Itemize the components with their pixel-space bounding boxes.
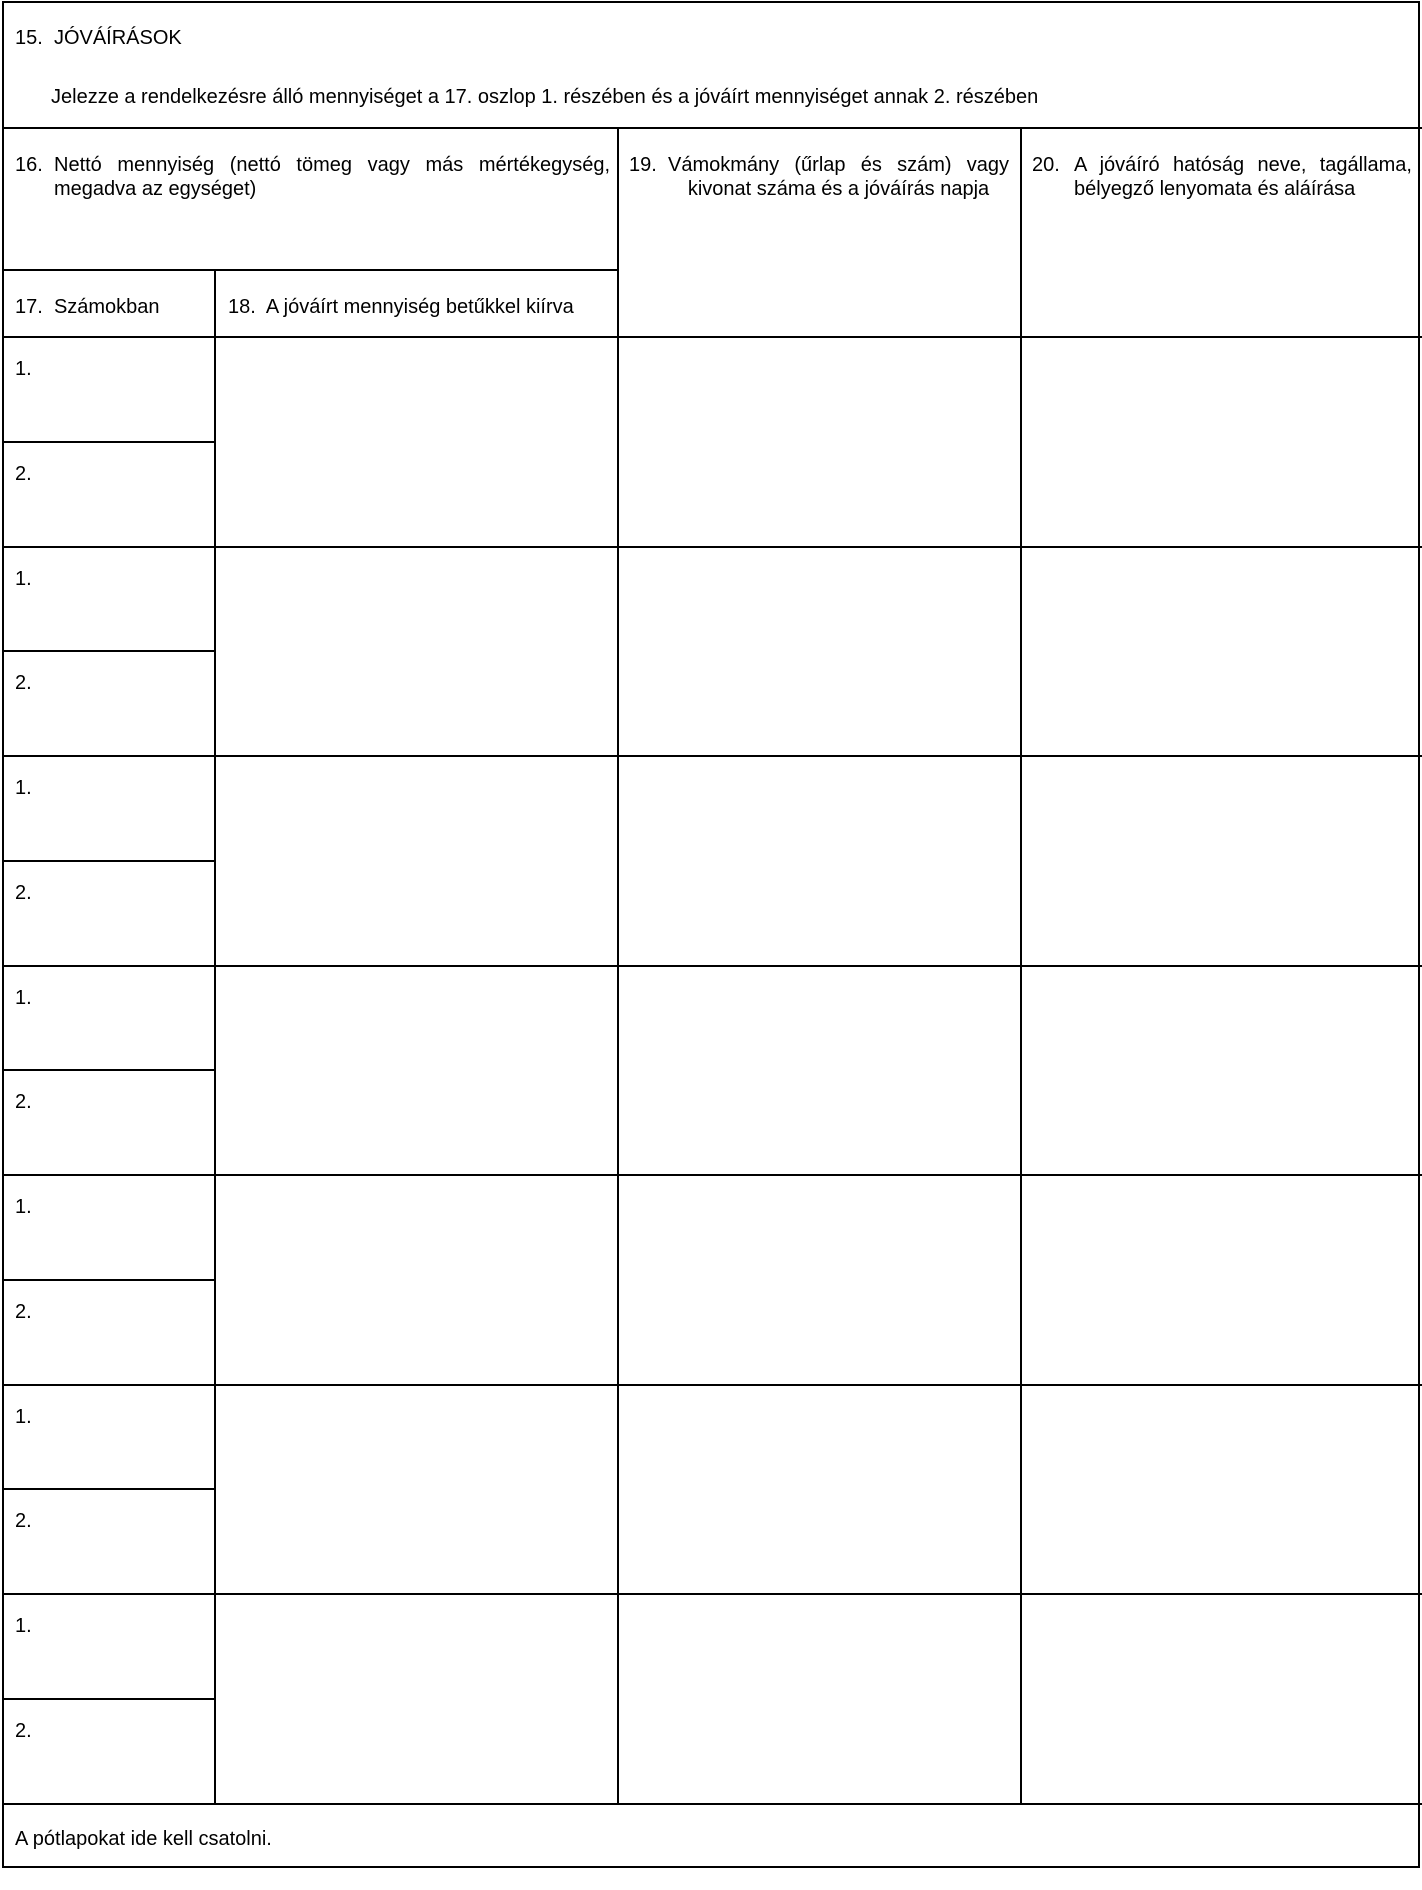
- section-15-instruction: Jelezze a rendelkezésre álló mennyiséget a 17. oszlop 1. részében és a jóváírt mennyiséget annak 2. részében: [51, 86, 1039, 108]
- row-divider: [4, 1384, 1422, 1386]
- row-part-1-label: 1.: [15, 1405, 32, 1428]
- credit-form: [2, 1, 1420, 1868]
- row-part-1-label: 1.: [15, 1615, 32, 1637]
- row-part-divider: [4, 650, 215, 652]
- row-part-1-label: 1.: [15, 567, 32, 590]
- footer-note: A pótlapokat ide kell csatolni.: [15, 1828, 272, 1850]
- row-part-2-label: 2.: [15, 1091, 32, 1114]
- column-20-number: 20.: [1032, 154, 1060, 176]
- row-part-2-label: 2.: [15, 881, 32, 904]
- row-part-1-label: 1.: [15, 986, 32, 1009]
- column-17-label: Számokban: [53, 296, 160, 318]
- column-18-header: [228, 295, 574, 319]
- column-19-number: 19.: [629, 154, 657, 176]
- row-part-divider: [4, 860, 215, 862]
- column-17-number: 17.: [15, 296, 43, 318]
- row-divider: [4, 1174, 1422, 1176]
- row-part-divider: [4, 1069, 215, 1071]
- row-part-2-label: 2.: [15, 1719, 32, 1742]
- column-18-number: 18.: [228, 296, 256, 318]
- divider: [4, 336, 1422, 338]
- section-15-number: 15.: [15, 27, 43, 49]
- divider: [4, 127, 1422, 129]
- row-part-2-label: 2.: [15, 1300, 32, 1323]
- column-17-header: [15, 295, 160, 319]
- row-part-divider: [4, 1698, 215, 1700]
- column-18-label: A jóváírt mennyiség betűkkel kiírva: [265, 296, 574, 318]
- row-part-1-label: 1.: [15, 358, 32, 380]
- column-19-header: [629, 153, 1009, 201]
- row-part-1-label: 1.: [15, 777, 32, 799]
- row-divider: [4, 546, 1422, 548]
- row-divider: [4, 1593, 1422, 1595]
- column-20-label: A jóváíró hatóság neve, tagállama, bélyegző lenyomata és aláírása: [1074, 154, 1412, 200]
- row-divider: [4, 755, 1422, 757]
- divider: [4, 269, 618, 271]
- column-19-label: Vámokmány (űrlap és szám) vagy kivonat száma és a jóváírás napja: [668, 154, 1009, 200]
- row-part-2-label: 2.: [15, 1510, 32, 1533]
- row-part-divider: [4, 1488, 215, 1490]
- section-15-heading: [15, 26, 182, 50]
- row-part-1-label: 1.: [15, 1196, 32, 1218]
- column-20-header: [1032, 153, 1412, 201]
- column-separator: [214, 269, 216, 1803]
- row-part-2-label: 2.: [15, 672, 32, 695]
- row-part-2-label: 2.: [15, 462, 32, 485]
- divider: [4, 1803, 1422, 1805]
- row-divider: [4, 965, 1422, 967]
- column-16-number: 16.: [15, 154, 43, 176]
- row-part-divider: [4, 441, 215, 443]
- row-part-divider: [4, 1279, 215, 1281]
- section-15-title: JÓVÁÍRÁSOK: [53, 27, 182, 49]
- column-16-header: [15, 153, 610, 201]
- column-16-label: Nettó mennyiség (nettó tömeg vagy más mértékegység, megadva az egységet): [54, 154, 610, 200]
